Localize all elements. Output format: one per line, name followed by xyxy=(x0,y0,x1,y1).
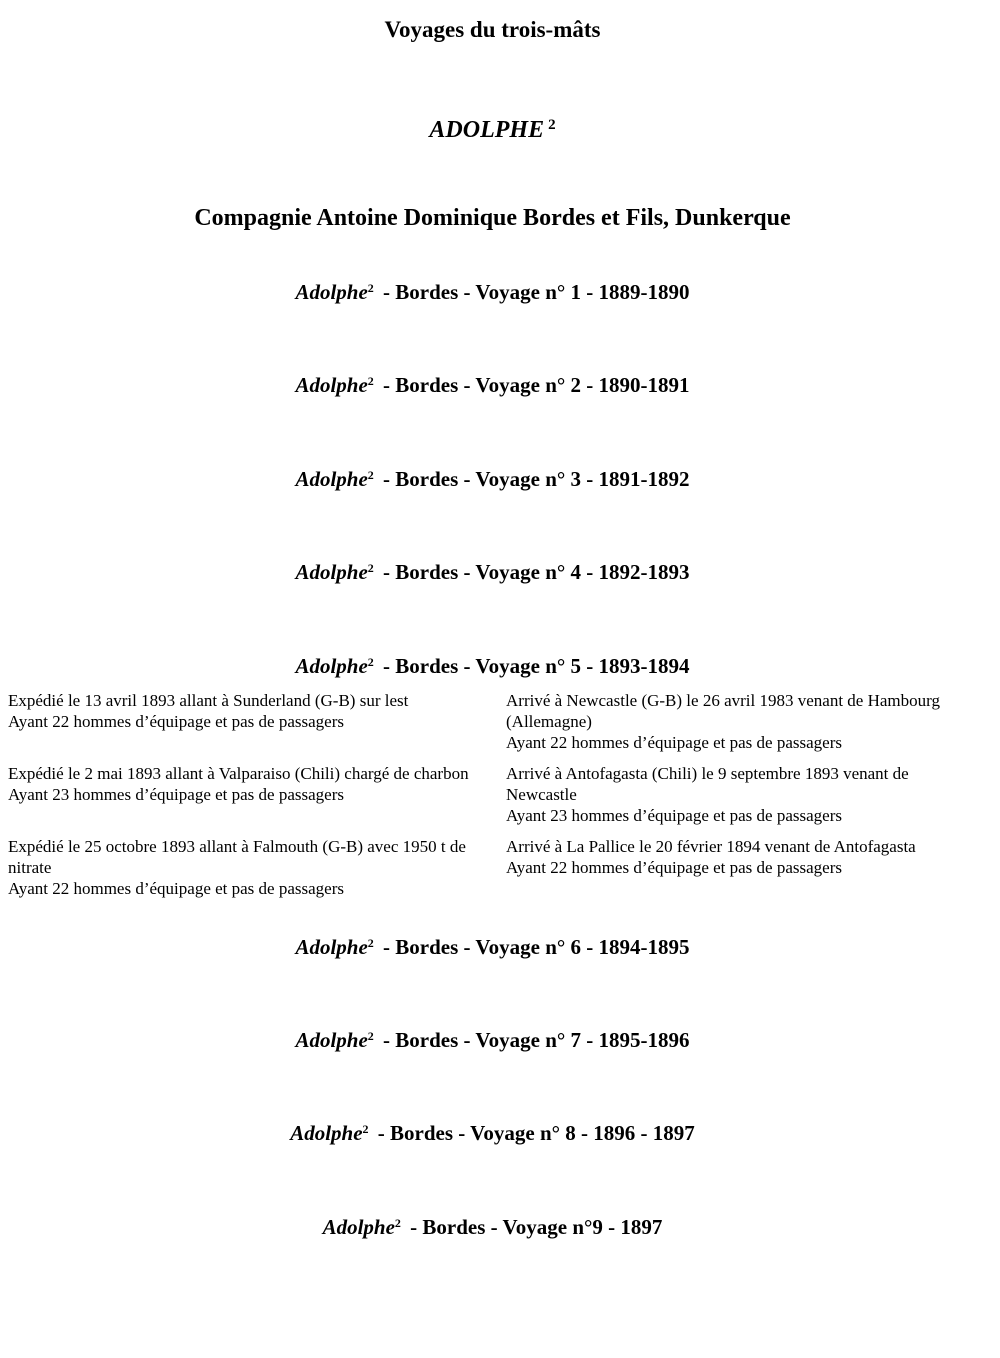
voyage-heading-text: - Bordes - Voyage n° 6 - 1894-1895 xyxy=(377,935,690,959)
voyage-ship-name: Adolphe xyxy=(295,280,368,304)
voyage-ship-superscript: 2 xyxy=(394,1216,401,1230)
voyage-ship-name: Adolphe xyxy=(295,560,368,584)
voyage-ship-name: Adolphe xyxy=(295,935,368,959)
arrival-crew-text: Ayant 22 hommes d’équipage et pas de passagers xyxy=(506,733,842,752)
voyage-ship-superscript: 2 xyxy=(367,1029,374,1043)
voyage-ship-name: Adolphe xyxy=(290,1121,363,1145)
arrival-cell xyxy=(506,836,980,899)
company-heading: Compagnie Antoine Dominique Bordes et Fils, Dunkerque xyxy=(194,205,791,231)
voyage-heading-text: - Bordes - Voyage n° 3 - 1891-1892 xyxy=(377,467,690,491)
document-title: Voyages du trois-mâts xyxy=(384,17,601,42)
voyage-ship-superscript: 2 xyxy=(367,561,374,575)
arrival-text: Arrivé à Newcastle (G-B) le 26 avril 1983 venant de Hambourg (Allemagne) xyxy=(506,691,940,731)
voyage-ship-superscript: 2 xyxy=(367,936,374,950)
departure-crew-text: Ayant 22 hommes d’équipage et pas de passagers xyxy=(8,712,344,731)
arrival-crew-text: Ayant 22 hommes d’équipage et pas de passagers xyxy=(506,858,842,877)
voyage-heading-text: - Bordes - Voyage n° 4 - 1892-1893 xyxy=(377,560,690,584)
voyage-heading-7 xyxy=(0,1022,985,1054)
voyage-ship-name: Adolphe xyxy=(322,1215,395,1239)
voyage-leg-row xyxy=(8,690,980,753)
voyage-5-details-table xyxy=(8,690,980,909)
arrival-text: Arrivé à Antofagasta (Chili) le 9 septembre 1893 venant de Newcastle xyxy=(506,764,909,804)
arrival-cell xyxy=(506,763,980,826)
voyage-heading-9 xyxy=(0,1209,985,1241)
departure-cell xyxy=(8,836,506,899)
departure-crew-text: Ayant 22 hommes d’équipage et pas de passagers xyxy=(8,879,344,898)
voyage-ship-superscript: 2 xyxy=(367,468,374,482)
voyage-heading-text: - Bordes - Voyage n° 2 - 1890-1891 xyxy=(377,373,690,397)
departure-cell xyxy=(8,690,506,753)
ship-name: ADOLPHE xyxy=(429,117,545,143)
voyage-heading-3 xyxy=(0,461,985,493)
arrival-text: Arrivé à La Pallice le 20 février 1894 venant de Antofagasta xyxy=(506,837,916,856)
voyage-heading-text: - Bordes - Voyage n° 5 - 1893-1894 xyxy=(377,654,690,678)
voyage-heading-1 xyxy=(0,274,985,306)
departure-crew-text: Ayant 23 hommes d’équipage et pas de passagers xyxy=(8,785,344,804)
departure-text: Expédié le 2 mai 1893 allant à Valparaiso (Chili) chargé de charbon xyxy=(8,764,469,783)
voyage-ship-name: Adolphe xyxy=(295,467,368,491)
voyage-heading-text: - Bordes - Voyage n° 8 - 1896 - 1897 xyxy=(372,1121,695,1145)
voyage-ship-superscript: 2 xyxy=(367,374,374,388)
voyage-heading-2 xyxy=(0,367,985,399)
voyage-ship-name: Adolphe xyxy=(295,654,368,678)
voyage-heading-8 xyxy=(0,1115,985,1147)
voyage-leg-row xyxy=(8,836,980,899)
voyage-ship-name: Adolphe xyxy=(295,1028,368,1052)
voyage-heading-text: - Bordes - Voyage n°9 - 1897 xyxy=(404,1215,663,1239)
voyage-ship-name: Adolphe xyxy=(295,373,368,397)
voyage-ship-superscript: 2 xyxy=(367,655,374,669)
departure-text: Expédié le 13 avril 1893 allant à Sunderland (G-B) sur lest xyxy=(8,691,409,710)
voyage-ship-superscript: 2 xyxy=(367,281,374,295)
arrival-crew-text: Ayant 23 hommes d’équipage et pas de passagers xyxy=(506,806,842,825)
voyage-heading-5 xyxy=(0,648,985,680)
voyage-heading-4 xyxy=(0,554,985,586)
ship-name-heading xyxy=(0,110,985,145)
voyage-leg-row xyxy=(8,763,980,826)
ship-name-superscript: 2 xyxy=(548,117,556,133)
arrival-cell xyxy=(506,690,980,753)
departure-cell xyxy=(8,763,506,826)
voyage-heading-6 xyxy=(0,929,985,961)
departure-text: Expédié le 25 octobre 1893 allant à Falmouth (G-B) avec 1950 t de nitrate xyxy=(8,837,466,877)
voyage-heading-text: - Bordes - Voyage n° 7 - 1895-1896 xyxy=(377,1028,690,1052)
voyage-heading-text: - Bordes - Voyage n° 1 - 1889-1890 xyxy=(377,280,690,304)
voyage-ship-superscript: 2 xyxy=(362,1122,369,1136)
